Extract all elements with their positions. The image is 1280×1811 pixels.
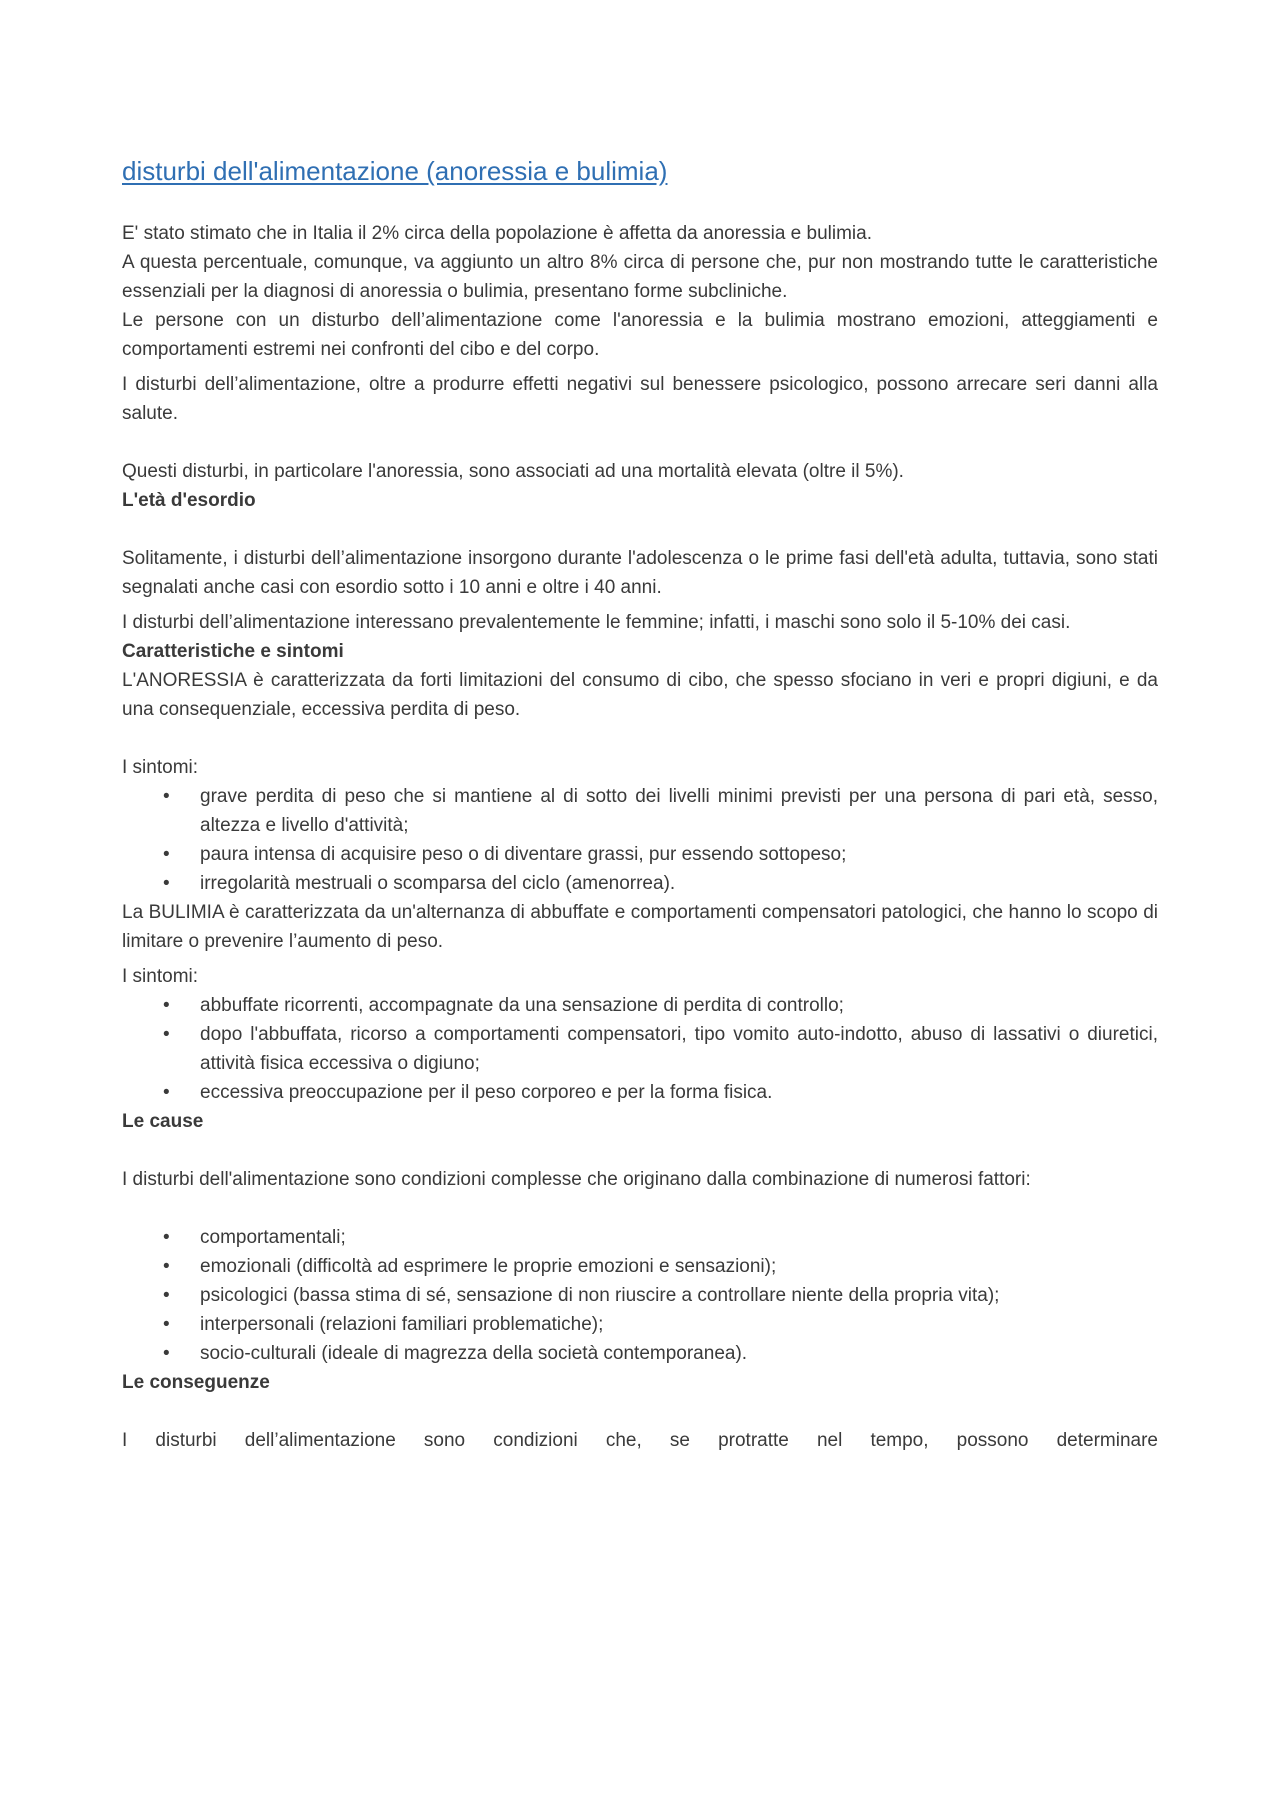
list-item: • eccessiva preoccupazione per il peso corporeo e per la forma fisica. xyxy=(122,1078,1158,1107)
conseguenze-paragraph: I disturbi dell’alimentazione sono condizioni che, se protratte nel tempo, possono determinare xyxy=(122,1430,1158,1451)
bullet-icon: • xyxy=(163,1285,170,1306)
bullet-icon: • xyxy=(163,786,170,807)
intro-paragraph-5: Questi disturbi, in particolare l'anoressia, sono associati ad una mortalità elevata (oltre il 5%). xyxy=(122,461,904,482)
intro-paragraph-2: A questa percentuale, comunque, va aggiunto un altro 8% circa di persone che, pur non mostrando tutte le caratteristiche essenziali per la diagnosi di anoressia o bulimia, presentano forme subcliniche. xyxy=(122,252,1158,302)
section-heading-cause: Le cause xyxy=(122,1111,204,1132)
bullet-icon: • xyxy=(163,1024,170,1045)
list-item: • comportamentali; xyxy=(122,1223,1158,1252)
list-item: • grave perdita di peso che si mantiene al di sotto dei livelli minimi previsti per una persona di pari età, sesso, altezza e livello d'attività; xyxy=(122,782,1158,840)
bullet-icon: • xyxy=(163,844,170,865)
anoressia-paragraph: L'ANORESSIA è caratterizzata da forti limitazioni del consumo di cibo, che spesso sfociano in veri e propri digiuni, e da una consequenziale, eccessiva perdita di peso. xyxy=(122,670,1158,720)
cause-list xyxy=(122,1223,1158,1368)
intro-paragraph-1: E' stato stimato che in Italia il 2% circa della popolazione è affetta da anoressia e bulimia. xyxy=(122,223,872,244)
sintomi-label: I sintomi: xyxy=(122,966,199,987)
document-title-link[interactable]: disturbi dell'alimentazione (anoressia e bulimia) xyxy=(122,156,668,186)
section-heading-conseguenze: Le conseguenze xyxy=(122,1372,270,1393)
esordio-paragraph-2: I disturbi dell’alimentazione interessano prevalentemente le femmine; infatti, i maschi sono solo il 5-10% dei casi. xyxy=(122,612,1071,633)
bullet-icon: • xyxy=(163,1082,170,1103)
document-page xyxy=(122,152,1158,1455)
bullet-icon: • xyxy=(163,995,170,1016)
bullet-icon: • xyxy=(163,1343,170,1364)
list-item: • dopo l'abbuffata, ricorso a comportamenti compensatori, tipo vomito auto-indotto, abuso di lassativi o diuretici, attività fisica eccessiva o digiuno; xyxy=(122,1020,1158,1078)
section-heading-esordio: L'età d'esordio xyxy=(122,490,256,511)
list-item: • socio-culturali (ideale di magrezza della società contemporanea). xyxy=(122,1339,1158,1368)
list-item: • paura intensa di acquisire peso o di diventare grassi, pur essendo sottopeso; xyxy=(122,840,1158,869)
bullet-icon: • xyxy=(163,1314,170,1335)
sintomi-label: I sintomi: xyxy=(122,757,199,778)
bullet-icon: • xyxy=(163,873,170,894)
esordio-paragraph-1: Solitamente, i disturbi dell’alimentazione insorgono durante l'adolescenza o le prime fasi dell'età adulta, tuttavia, sono stati segnalati anche casi con esordio sotto i 10 anni e oltre i 40 anni. xyxy=(122,548,1158,598)
intro-paragraph-3: Le persone con un disturbo dell’alimentazione come l'anoressia e la bulimia mostrano emozioni, atteggiamenti e comportamenti estremi nei confronti del cibo e del corpo. xyxy=(122,310,1158,360)
list-item: • abbuffate ricorrenti, accompagnate da una sensazione di perdita di controllo; xyxy=(122,991,1158,1020)
anoressia-symptoms-list xyxy=(122,782,1158,898)
bulimia-paragraph: La BULIMIA è caratterizzata da un'alternanza di abbuffate e comportamenti compensatori patologici, che hanno lo scopo di limitare o prevenire l’aumento di peso. xyxy=(122,902,1158,952)
cause-paragraph: I disturbi dell'alimentazione sono condizioni complesse che originano dalla combinazione di numerosi fattori: xyxy=(122,1169,1031,1190)
section-heading-caratteristiche: Caratteristiche e sintomi xyxy=(122,641,344,662)
bullet-icon: • xyxy=(163,1227,170,1248)
list-item: • psicologici (bassa stima di sé, sensazione di non riuscire a controllare niente della propria vita); xyxy=(122,1281,1158,1310)
list-item: • interpersonali (relazioni familiari problematiche); xyxy=(122,1310,1158,1339)
list-item: • emozionali (difficoltà ad esprimere le proprie emozioni e sensazioni); xyxy=(122,1252,1158,1281)
list-item: • irregolarità mestruali o scomparsa del ciclo (amenorrea). xyxy=(122,869,1158,898)
bullet-icon: • xyxy=(163,1256,170,1277)
bulimia-symptoms-list xyxy=(122,991,1158,1107)
intro-paragraph-4: I disturbi dell’alimentazione, oltre a produrre effetti negativi sul benessere psicologico, possono arrecare seri danni alla salute. xyxy=(122,374,1158,424)
